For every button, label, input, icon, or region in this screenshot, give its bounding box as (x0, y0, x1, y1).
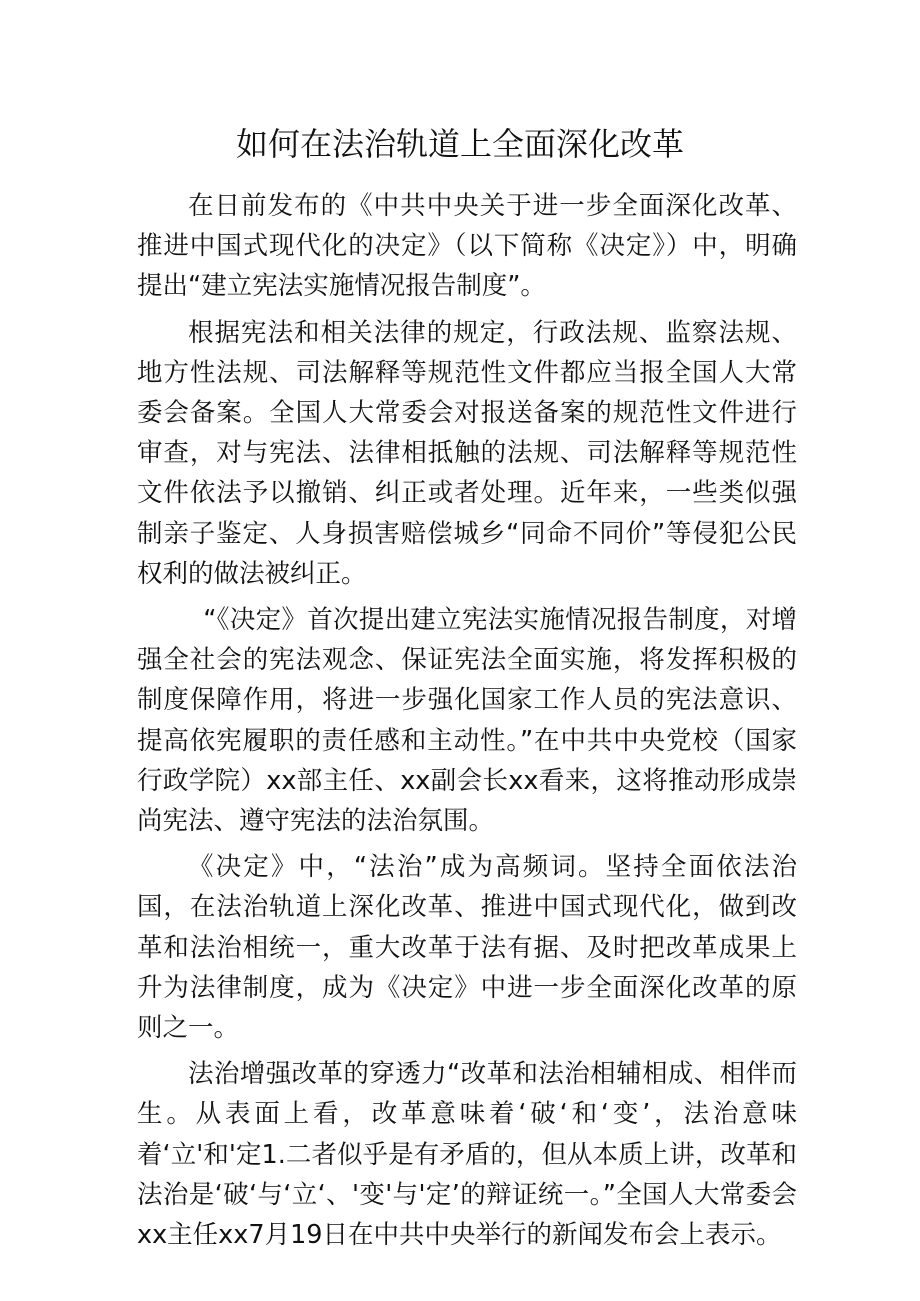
paragraph-1: 在日前发布的《中共中央关于进一步全面深化改革、推进中国式现代化的决定》（以下简称《决定》）中，明确提出“建立宪法实施情况报告制度”。 (137, 191, 797, 302)
document-body (137, 186, 797, 1261)
paragraph-5: 法治增强改革的穿透力“改革和法治相辅相成、相伴而生。从表面上看，改革意味着‘破‘和‘变’，法治意味着‘立'和'定1.二者似乎是有矛盾的，但从本质上讲，改革和法治是‘破‘与‘立‘、'变'与'定’的辩证统一。”全国人大常委会xx主任xx7月19日在中共中央举行的新闻发布会上表示。 (137, 1059, 797, 1251)
paragraph-3: “《决定》首次提出建立宪法实施情况报告制度，对增强全社会的宪法观念、保证宪法全面实施，将发挥积极的制度保障作用，将进一步强化国家工作人员的宪法意识、提高依宪履职的责任感和主动性。”在中共中央党校（国家行政学院）xx部主任、xx副会长xx看来，这将推动形成崇尚宪法、遵守宪法的法治氛围。 (137, 605, 797, 837)
paragraph-2: 根据宪法和相关法律的规定，行政法规、监察法规、地方性法规、司法解释等规范性文件都应当报全国人大常委会备案。全国人大常委会对报送备案的规范性文件进行审查，对与宪法、法律相抵触的法规、司法解释等规范性文件依法予以撤销、纠正或者处理。近年来，一些类似强制亲子鉴定、人身损害赔偿城乡“同命不同价”等侵犯公民权利的做法被纠正。 (137, 317, 797, 589)
document-title: 如何在法治轨道上全面深化改革 (235, 125, 684, 163)
paragraph-4: 《决定》中，“法治”成为高频词。坚持全面依法治国，在法治轨道上深化改革、推进中国式现代化，做到改革和法治相统一，重大改革于法有据、及时把改革成果上升为法律制度，成为《决定》中进一步全面深化改革的原则之一。 (137, 852, 797, 1044)
